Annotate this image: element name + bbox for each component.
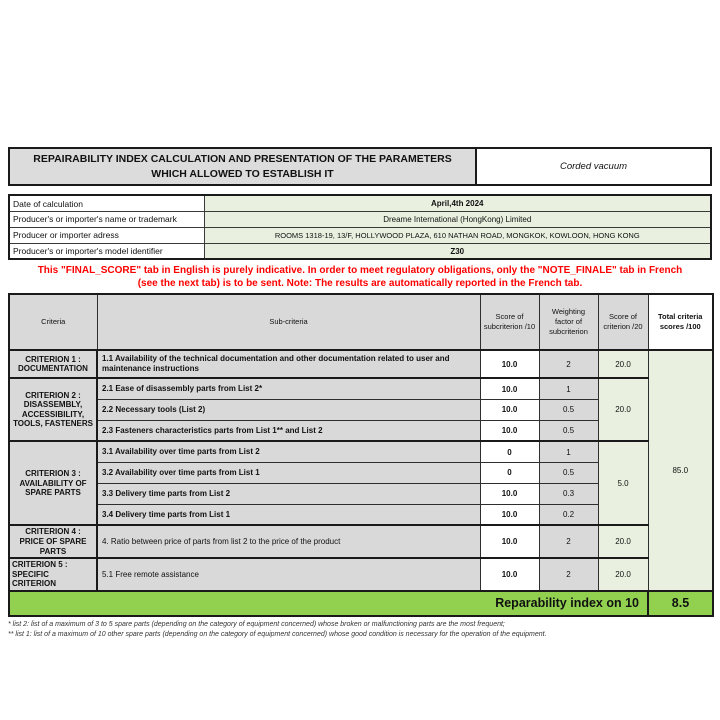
col-header-criteria: Criteria <box>9 294 97 350</box>
subcriterion-1-1: 1.1 Availability of the technical documentation and other documentation related to user and maintenance instructions <box>97 350 480 378</box>
col-header-score-criterion: Score of criterion /20 <box>598 294 648 350</box>
weight-2-1: 1 <box>539 378 598 399</box>
weight-2-3: 0.5 <box>539 420 598 441</box>
score-1-1: 10.0 <box>480 350 539 378</box>
score-2-2: 10.0 <box>480 399 539 420</box>
scoring-table <box>8 293 714 617</box>
criterion-3-label: CRITERION 3 : AVAILABILITY OF SPARE PARTS <box>9 441 97 525</box>
score-3-1: 0 <box>480 441 539 462</box>
report-title: REPAIRABILITY INDEX CALCULATION AND PRESENTATION OF THE PARAMETERS WHICH ALLOWED TO ESTABLISH IT <box>8 147 477 186</box>
score-4: 10.0 <box>480 525 539 558</box>
scoring-header-row <box>9 294 713 350</box>
regulatory-disclaimer <box>8 264 712 290</box>
info-row-date <box>9 195 711 211</box>
criterion-5-score: 20.0 <box>598 558 648 591</box>
footnote-list-1: ** list 1: list of a maximum of 10 other spare parts (depending on the category of equipment concerned) whose good condition is necessary for the operation of the equipment. <box>8 631 547 639</box>
weight-4: 2 <box>539 525 598 558</box>
info-label: Date of calculation <box>9 195 204 211</box>
criterion-4-score: 20.0 <box>598 525 648 558</box>
footnotes <box>8 620 712 641</box>
disclaimer-line-1: This "FINAL_SCORE" tab in English is purely indicative. In order to meet regulatory obligations, only the "NOTE_FINALE" tab in French <box>37 265 683 277</box>
score-5-1: 10.0 <box>480 558 539 591</box>
criterion-3-score: 5.0 <box>598 441 648 525</box>
weight-5-1: 2 <box>539 558 598 591</box>
repairability-index-row <box>9 591 713 616</box>
info-value-model: Z30 <box>204 243 711 259</box>
col-header-weighting-factor: Weighting factor of subcriterion <box>539 294 598 350</box>
subcriterion-4: 4. Ratio between price of parts from list 2 to the price of the product <box>97 525 480 558</box>
subcriterion-2-1: 2.1 Ease of disassembly parts from List 2* <box>97 378 480 399</box>
weight-3-2: 0.5 <box>539 462 598 483</box>
info-label: Producer's or importer's name or trademark <box>9 211 204 227</box>
criterion-2-score: 20.0 <box>598 378 648 441</box>
criterion-1-label: CRITERION 1 : DOCUMENTATION <box>9 350 97 378</box>
total-criteria-score: 85.0 <box>648 350 713 591</box>
info-label: Producer or importer adress <box>9 227 204 243</box>
weight-2-2: 0.5 <box>539 399 598 420</box>
table-row <box>9 350 713 378</box>
weight-3-3: 0.3 <box>539 483 598 504</box>
info-value-date: April,4th 2024 <box>204 195 711 211</box>
info-row-name <box>9 211 711 227</box>
report-page <box>8 147 712 641</box>
info-row-model <box>9 243 711 259</box>
info-value-name: Dreame International (HongKong) Limited <box>204 211 711 227</box>
producer-info-table <box>8 194 712 260</box>
disclaimer-line-2: (see the next tab) is to be sent. Note: The results are automatically reported in the French tab. <box>137 278 583 290</box>
subcriterion-2-2: 2.2 Necessary tools (List 2) <box>97 399 480 420</box>
subcriterion-2-3: 2.3 Fasteners characteristics parts from List 1** and List 2 <box>97 420 480 441</box>
product-category-label: Corded vacuum <box>477 147 712 186</box>
info-label: Producer's or importer's model identifier <box>9 243 204 259</box>
subcriterion-3-4: 3.4 Delivery time parts from List 1 <box>97 504 480 525</box>
weight-3-1: 1 <box>539 441 598 462</box>
table-row <box>9 558 713 591</box>
weight-1-1: 2 <box>539 350 598 378</box>
score-2-3: 10.0 <box>480 420 539 441</box>
criterion-1-score: 20.0 <box>598 350 648 378</box>
footnote-list-2: * list 2: list of a maximum of 3 to 5 spare parts (depending on the category of equipment concerned) whose broken or malfunctioning parts are the most frequent; <box>8 620 505 628</box>
score-2-1: 10.0 <box>480 378 539 399</box>
subcriterion-3-1: 3.1 Availability over time parts from List 2 <box>97 441 480 462</box>
criterion-2-label: CRITERION 2 : DISASSEMBLY, ACCESSIBILITY, TOOLS, FASTENERS <box>9 378 97 441</box>
report-header <box>8 147 712 186</box>
score-3-3: 10.0 <box>480 483 539 504</box>
info-value-address: ROOMS 1318-19, 13/F, HOLLYWOOD PLAZA, 610 NATHAN ROAD, MONGKOK, KOWLOON, HONG KONG <box>204 227 711 243</box>
weight-3-4: 0.2 <box>539 504 598 525</box>
info-row-address <box>9 227 711 243</box>
col-header-score-subcriterion: Score of subcriterion /10 <box>480 294 539 350</box>
table-row <box>9 378 713 399</box>
criterion-5-label: CRITERION 5 : SPECIFIC CRITERION <box>9 558 97 591</box>
repairability-index-value: 8.5 <box>648 591 713 616</box>
col-header-total-scores: Total criteria scores /100 <box>648 294 713 350</box>
score-3-2: 0 <box>480 462 539 483</box>
criterion-4-label: CRITERION 4 : PRICE OF SPARE PARTS <box>9 525 97 558</box>
subcriterion-5-1: 5.1 Free remote assistance <box>97 558 480 591</box>
table-row <box>9 441 713 462</box>
col-header-subcriteria: Sub-criteria <box>97 294 480 350</box>
repairability-index-label: Reparability index on 10 <box>9 591 648 616</box>
score-3-4: 10.0 <box>480 504 539 525</box>
subcriterion-3-2: 3.2 Availability over time parts from List 1 <box>97 462 480 483</box>
subcriterion-3-3: 3.3 Delivery time parts from List 2 <box>97 483 480 504</box>
table-row <box>9 525 713 558</box>
